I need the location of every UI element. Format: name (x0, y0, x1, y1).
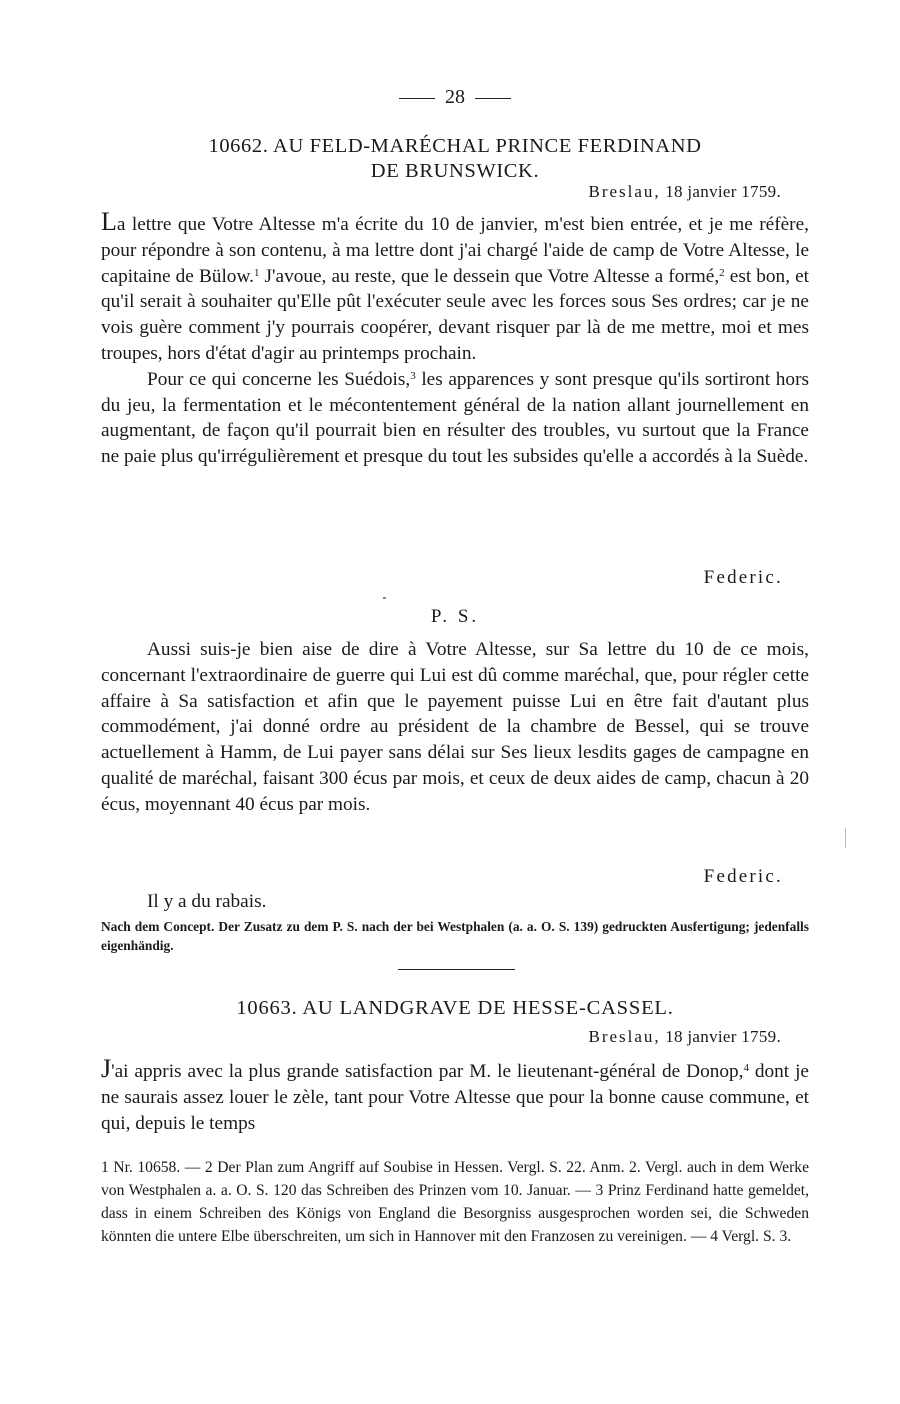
letter1-date: 18 janvier 1759. (665, 182, 781, 201)
page-number-dash-left (399, 98, 435, 99)
postscript-label: P. S. (430, 606, 480, 627)
letter1-place: Breslau, (588, 182, 661, 201)
postscript-paragraph: Aussi suis-je bien aise de dire à Votre Altesse, sur Sa lettre du 10 de ce mois, concernant l'extraordinaire de guerre qui Lui est dû comme maréchal, que, pour régler cette affaire à Sa satisfaction et afin que le payement puisse Lui en être fait d'autant plus commodément, j'ai donné ordre au président de la chambre de Bessel, qui se trouve actuellement à Hamm, de Lui payer sans délai sur Ses lieux lesdits gages de campagne en qualité de maréchal, faisant 300 écus par mois, et ceux de deux aides de camp, chacun à 20 écus, moyennant 40 écus par mois. (101, 639, 809, 815)
postscript-body (101, 637, 809, 818)
letter2-date: 18 janvier 1759. (665, 1027, 781, 1046)
letter1-para2-text-a: Pour ce qui concerne les Suédois, (147, 368, 411, 390)
letter2-heading: 10663. AU LANDGRAVE DE HESSE-CASSEL. (236, 997, 674, 1019)
footnote-mark-2: 2 (719, 266, 725, 279)
section-divider (398, 969, 515, 970)
letter2-dropcap: J (101, 1054, 112, 1083)
letter1-para1-text-c: est bon, et qu'il serait à souhaiter qu'Elle pût l'exécuter seule avec les forces sous Ses ordres; car je ne vois guère comment j'y pourrais coopérer, devant risquer par là de me mettre, moi et mes troupes, hors d'état d'agir au printemps prochain. (101, 265, 810, 364)
source-note: Nach dem Concept. Der Zusatz zu dem P. S. nach der bei Westphalen (a. a. O. S. 139) gedruckten Ausfertigung; jedenfalls eigenhändig. (101, 919, 809, 953)
letter2-paragraph-1 (101, 1056, 809, 1136)
footnote-mark-1: 1 (253, 266, 260, 279)
letter1-heading-line1: 10662. AU FELD-MARÉCHAL PRINCE FERDINAND (208, 135, 702, 157)
footnotes: 1 Nr. 10658. — 2 Der Plan zum Angriff auf Soubise in Hessen. Vergl. S. 22. Anm. 2. Vergl. auch in dem Werke von Westphalen a. a. O. S. 120 das Schreiben des Prinzen vom 10. Januar. — 3 Prinz Ferdinand hatte gemeldet, dass in einem Schreiben des Königs von England die Besorgniss ausgesprochen worden sei, die Schweden könnten die untere Elbe überschreiten, um sich in Hannover mit den Franzosen zu vereinigen. — 4 Vergl. S. 3. (101, 1159, 809, 1245)
letter1-dropcap: L (101, 207, 117, 236)
letter2-body (101, 1056, 809, 1136)
letter1-signature: Federic. (703, 567, 783, 588)
letter1-dateline (589, 182, 782, 202)
page-number-dash-right (475, 98, 511, 99)
letter2-text-b: dont je ne saurais assez louer le zèle, tant pour Votre Altesse que pour la bonne cause commune, et qui, depuis le temps (101, 1061, 809, 1134)
footnote-mark-3: 3 (410, 369, 416, 382)
addendum: Il y a du rabais. (147, 891, 267, 912)
letter2-text-a: 'ai appris avec la plus grande satisfaction par M. le lieutenant-général de Donop, (111, 1061, 744, 1082)
page-number-line (101, 86, 809, 109)
print-speck (383, 597, 386, 599)
letter1-para2-text-b: les apparences y sont presque qu'ils sortiront hors du jeu, la fermentation et le mécontentement général de la nation allant journellement en augmentant, de façon qu'il pourrait bien en résulter des troubles, vu surtout que la France ne paie plus qu'irrégulièrement et presque du tout les subsides qu'elle a accordés à la Suède. (101, 368, 809, 468)
letter1-body (101, 209, 809, 470)
letter1-para1-text: a lettre que Votre Altesse m'a écrite du 10 de janvier, m'est bien entrée, et je me réfère, pour répondre à son contenu, à ma lettre dont j'ai chargé l'aide de camp de Votre Altesse, le capitaine de Bülow. (101, 214, 809, 287)
page-number: 28 (445, 86, 465, 108)
letter1-para1-text-b: J'avoue, au reste, que le dessein que Votre Altesse a formé, (264, 265, 720, 287)
letter2-dateline (589, 1027, 782, 1047)
postscript-signature: Federic. (703, 866, 783, 887)
margin-mark (845, 828, 846, 848)
footnote-mark-4: 4 (743, 1062, 749, 1074)
letter1-heading-line2: DE BRUNSWICK. (370, 160, 540, 182)
letter1-paragraph-1 (101, 209, 809, 367)
letter1-paragraph-2 (101, 367, 809, 470)
letter2-place: Breslau, (588, 1027, 661, 1046)
